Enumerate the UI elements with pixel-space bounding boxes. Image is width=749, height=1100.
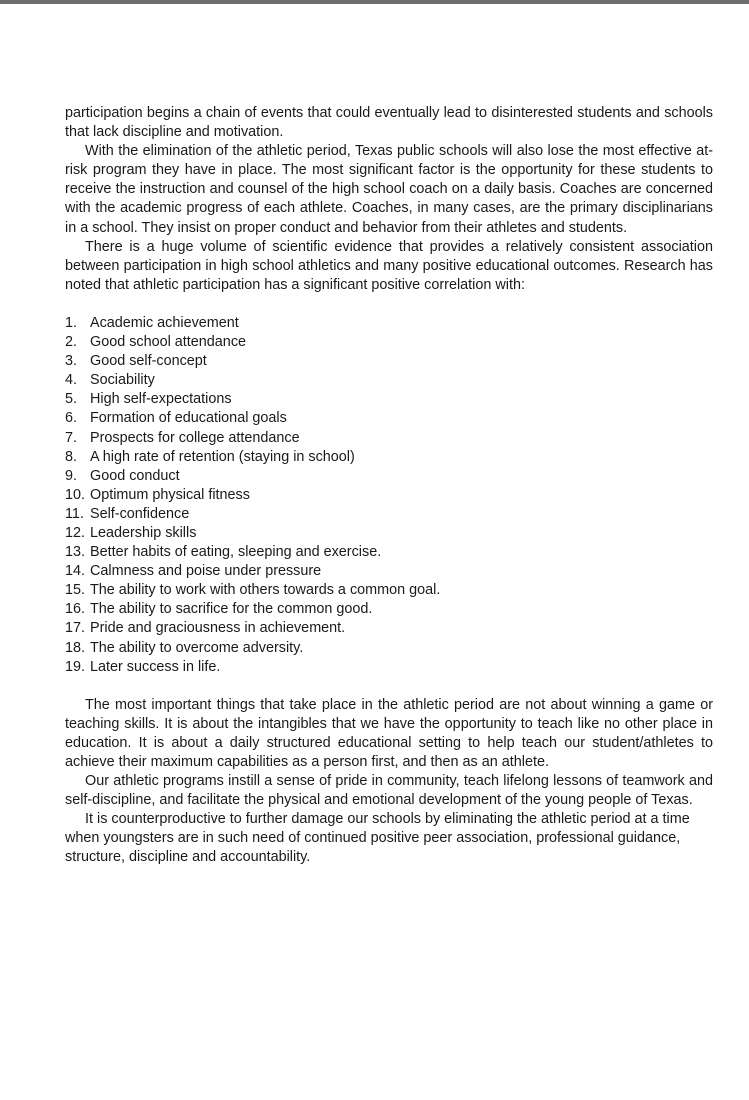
list-item-text: Pride and graciousness in achievement. [90, 620, 346, 637]
list-item-number: 19. [65, 658, 86, 675]
list-item-text: Good school attendance [90, 334, 247, 351]
list-item-text: Self-confidence [90, 505, 190, 522]
list-item-number: 4. [65, 372, 78, 389]
paragraph-counterproductive: It is counterproductive to further damage our schools by eliminating the athletic period at a time when youngsters are in such need of continued positive peer association, professional guidance, structure, discipline and accountability. [65, 811, 690, 866]
list-item-text: The ability to overcome adversity. [90, 639, 304, 656]
list-item [65, 639, 713, 658]
list-item [65, 562, 713, 581]
list-item-number: 17. [65, 620, 86, 637]
list-item-text: Leadership skills [90, 524, 197, 541]
list-item-text: Calmness and poise under pressure [90, 563, 322, 580]
list-item-number: 12. [65, 524, 86, 541]
list-item-text: High self-expectations [90, 391, 232, 408]
list-item-text: Formation of educational goals [90, 410, 287, 427]
paragraph-scientific-evidence: There is a huge volume of scientific evidence that provides a relatively consistent association between participation in high school athletics and many positive educational outcomes. Research has noted that athletic participation has a significant positive correlation with: [65, 238, 713, 293]
list-item [65, 352, 713, 371]
list-item [65, 314, 713, 333]
list-item-number: 18. [65, 639, 86, 656]
list-item-text: Good conduct [90, 467, 180, 484]
list-item-number: 10. [65, 486, 86, 503]
paragraph-intangibles: The most important things that take place in the athletic period are not about winning a game or teaching skills. It is about the intangibles that we have the opportunity to teach like no other place in education. It is about a daily structured educational setting to help teach our student/athletes to achieve their maximum capabilities as a person first, and then as an athlete. [65, 696, 713, 770]
list-item-number: 16. [65, 601, 86, 618]
list-item-number: 6. [65, 410, 78, 427]
list-item [65, 543, 713, 562]
top-border [0, 0, 749, 4]
list-item-number: 3. [65, 353, 78, 370]
list-item-number: 11. [65, 505, 84, 522]
list-item-text: Academic achievement [90, 314, 239, 331]
list-item-text: Prospects for college attendance [90, 429, 300, 446]
paragraph-athletic-period: With the elimination of the athletic period, Texas public schools will also lose the most effective at-risk program they have in place. The most significant factor is the opportunity for these students to receive the instruction and counsel of the high school coach on a daily basis. Coaches are concerned with the academic progress of each athlete. Coaches, in many cases, are the primary disciplinarians in a school. They insist on proper conduct and behavior from their athletes and students. [65, 143, 713, 236]
list-item-text: Optimum physical fitness [90, 486, 250, 503]
list-item-number: 1. [65, 314, 78, 331]
list-item-number: 15. [65, 582, 86, 599]
list-item-text: The ability to sacrifice for the common good. [90, 601, 373, 618]
list-item-number: 8. [65, 448, 78, 465]
list-item-text: Good self-concept [90, 353, 207, 370]
list-item-text: Sociability [90, 372, 155, 389]
list-item [65, 600, 713, 619]
benefits-list [65, 314, 713, 677]
list-item [65, 448, 713, 467]
list-item [65, 429, 713, 448]
list-item-text: A high rate of retention (staying in school) [90, 448, 355, 465]
paragraph-athletic-programs: Our athletic programs instill a sense of pride in community, teach lifelong lessons of teamwork and self-discipline, and facilitate the physical and emotional development of the young people of Texas. [65, 773, 713, 809]
document-page [65, 104, 713, 868]
list-item [65, 390, 713, 409]
list-item [65, 409, 713, 428]
list-item-text: The ability to work with others towards a common goal. [90, 582, 441, 599]
list-item-number: 13. [65, 544, 86, 561]
list-item-number: 7. [65, 429, 78, 446]
list-item-number: 14. [65, 563, 86, 580]
list-item [65, 486, 713, 505]
list-item [65, 467, 713, 486]
list-item [65, 524, 713, 543]
list-item [65, 619, 713, 638]
list-item-text: Later success in life. [90, 658, 221, 675]
list-item-number: 2. [65, 334, 78, 351]
list-item [65, 505, 713, 524]
list-item [65, 658, 713, 677]
paragraph-continuation: participation begins a chain of events that could eventually lead to disinterested students and schools that lack discipline and motivation. [65, 105, 713, 141]
list-item [65, 581, 713, 600]
list-item-number: 9. [65, 467, 78, 484]
list-item-number: 5. [65, 391, 78, 408]
list-item [65, 333, 713, 352]
list-item [65, 371, 713, 390]
list-item-text: Better habits of eating, sleeping and exercise. [90, 544, 382, 561]
